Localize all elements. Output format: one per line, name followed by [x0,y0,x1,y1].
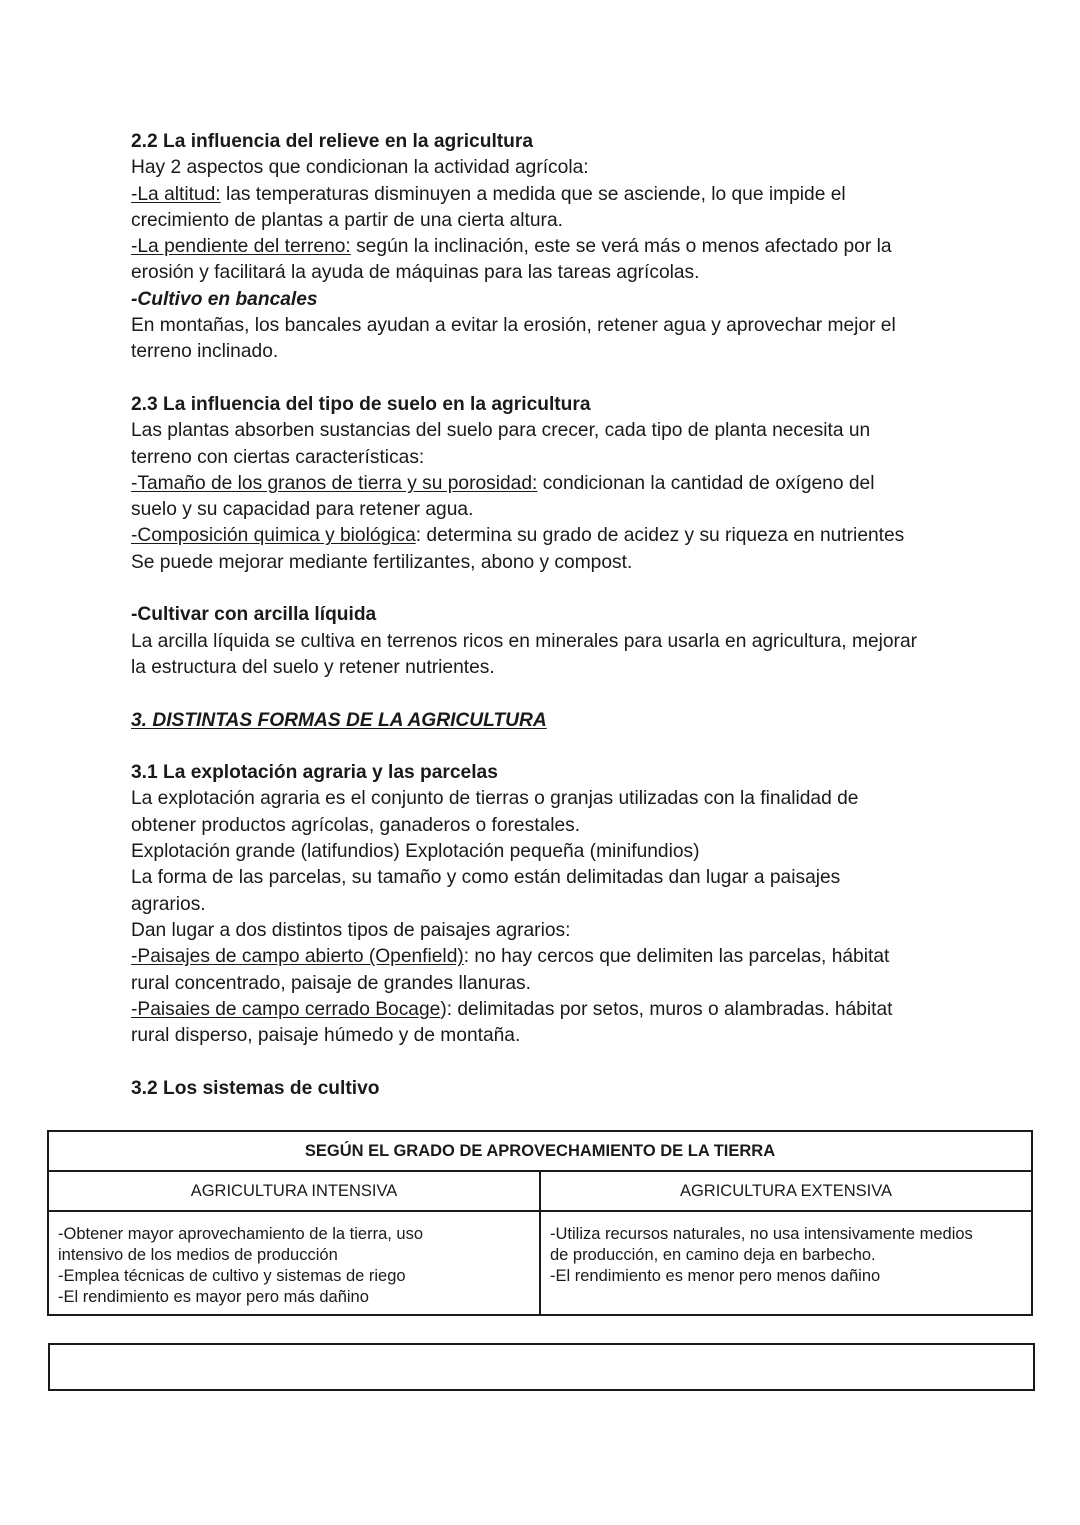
section-2-2-heading: 2.2 La influencia del relieve en la agricultura [131,131,534,152]
paragraph: suelo y su capacidad para retener agua. [131,499,474,521]
spacer [131,366,991,392]
paragraph: rural concentrado, paisaje de grandes llanuras. [131,972,531,994]
cultivation-systems-table [47,1130,1033,1316]
spacer [131,576,991,602]
paragraph: Se puede mejorar mediante fertilizantes, abono y compost. [131,551,633,573]
term-label: -La pendiente del terreno: [131,236,351,258]
paragraph [131,997,991,1023]
paragraph: La arcilla líquida se cultiva en terrenos ricos en minerales para usarla en agricultura, mejorar [131,630,918,652]
spacer [131,734,991,760]
term-text: las temperaturas disminuyen a medida que se asciende, lo que impide el [220,183,846,205]
table-row [48,1211,1032,1315]
paragraph: terreno inclinado. [131,341,279,363]
paragraph: En montañas, los bancales ayudan a evitar la erosión, retener agua y aprovechar mejor el [131,315,896,337]
paragraph [131,471,991,497]
cell-line: -El rendimiento es menor pero menos dañino [550,1267,881,1285]
paragraph: La explotación agraria es el conjunto de tierras o granjas utilizadas con la finalidad de [131,788,859,810]
term-text: condicionan la cantidad de oxígeno del [537,472,875,494]
table-header-row [48,1131,1032,1171]
paragraph [131,523,991,549]
paragraph: la estructura del suelo y retener nutrientes. [131,656,495,678]
term-label: -Paisaies de campo cerrado Bocage [131,998,441,1020]
column-header-extensive: AGRICULTURA EXTENSIVA [540,1171,1032,1211]
spacer [131,1049,991,1075]
paragraph: terreno con ciertas características: [131,446,425,468]
paragraph [131,234,991,260]
paragraph: rural disperso, paisaje húmedo y de montaña. [131,1025,521,1047]
term-label: -Tamaño de los granos de tierra y su porosidad: [131,472,538,494]
paragraph: La forma de las parcelas, su tamaño y como están delimitadas dan lugar a paisajes [131,867,841,889]
section-3-heading: 3. DISTINTAS FORMAS DE LA AGRICULTURA [131,709,547,731]
subheading-arcilla: -Cultivar con arcilla líquida [131,604,377,626]
cell-line: -Utiliza recursos naturales, no usa intensivamente medios [550,1225,973,1243]
intensive-cell [48,1211,540,1315]
table-column-row [48,1171,1032,1211]
table-header: SEGÚN EL GRADO DE APROVECHAMIENTO DE LA TIERRA [48,1131,1032,1171]
cell-line: -El rendimiento es mayor pero más dañino [58,1288,369,1306]
paragraph: obtener productos agrícolas, ganaderos o forestales. [131,814,581,836]
section-3-2-heading: 3.2 Los sistemas de cultivo [131,1077,380,1099]
paragraph: Explotación grande (latifundios) Explotación pequeña (minifundios) [131,841,700,863]
document-body [131,129,991,1102]
extensive-cell [540,1211,1032,1315]
paragraph: Las plantas absorben sustancias del suelo para crecer, cada tipo de planta necesita un [131,420,871,442]
paragraph: Hay 2 aspectos que condicionan la actividad agrícola: [131,157,589,179]
term-text: : no hay cercos que delimiten las parcelas, hábitat [463,946,890,968]
empty-table-box [48,1343,1035,1391]
term-text: según la inclinación, este se verá más o menos afectado por la [350,236,892,258]
paragraph [131,182,991,208]
cell-line: de producción, en camino deja en barbecho. [550,1246,876,1264]
column-header-intensive: AGRICULTURA INTENSIVA [48,1171,540,1211]
term-text: : determina su grado de acidez y su riqueza en nutrientes [415,525,905,547]
paragraph: crecimiento de plantas a partir de una cierta altura. [131,209,563,231]
term-label: -La altitud: [131,183,221,205]
spacer [131,681,991,707]
term-label: -Composición quimica y biológica [131,525,416,547]
section-3-1-heading: 3.1 La explotación agraria y las parcelas [131,762,498,784]
term-text: ): delimitadas por setos, muros o alambradas. hábitat [440,998,893,1020]
paragraph: erosión y facilitará la ayuda de máquinas para las tareas agrícolas. [131,262,700,284]
subheading-bancales: -Cultivo en bancales [131,288,318,310]
paragraph: agrarios. [131,893,206,915]
paragraph [131,944,991,970]
paragraph: Dan lugar a dos distintos tipos de paisajes agrarios: [131,919,571,941]
section-2-3-heading: 2.3 La influencia del tipo de suelo en la agricultura [131,393,591,415]
cell-line: intensivo de los medios de producción [58,1246,338,1264]
term-label: -Paisajes de campo abierto (Openfield) [131,946,464,968]
cell-line: -Emplea técnicas de cultivo y sistemas de riego [58,1267,406,1285]
cell-line: -Obtener mayor aprovechamiento de la tierra, uso [58,1225,424,1243]
